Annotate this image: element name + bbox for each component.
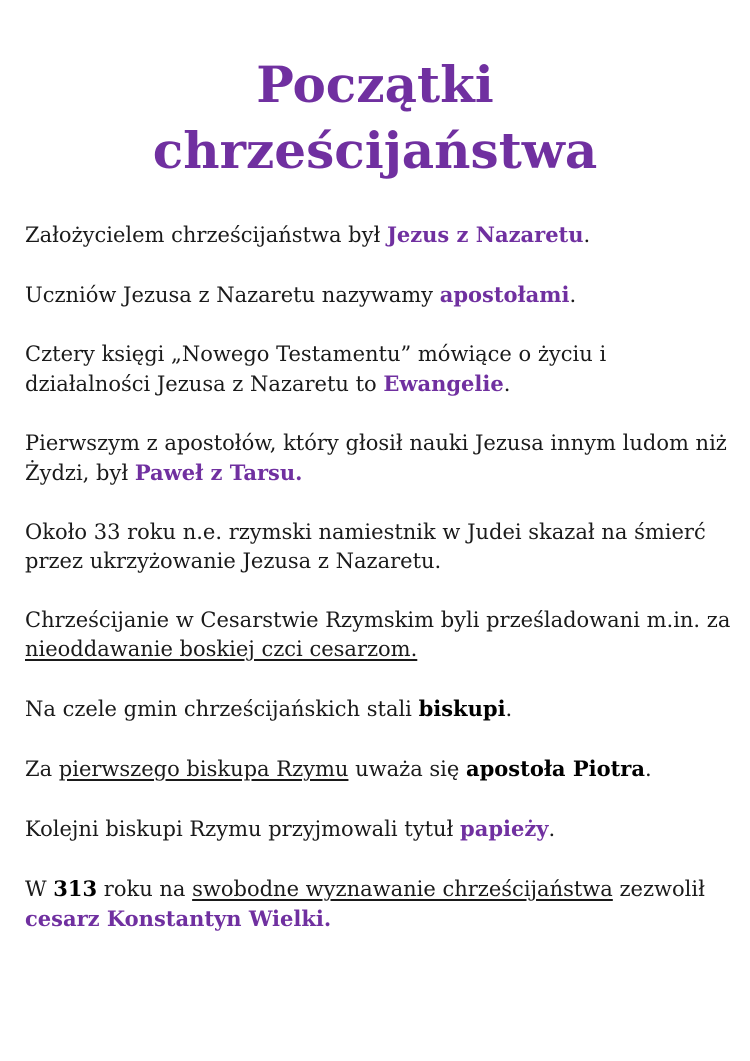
paragraph-text: uważa się: [348, 757, 466, 781]
paragraph-text: Uczniów Jezusa z Nazaretu nazywamy: [25, 283, 440, 307]
paragraph-text: Na czele gmin chrześcijańskich stali: [25, 697, 419, 721]
paragraph-edict: [25, 874, 735, 934]
paragraph-text: Pierwszym z apostołów, który głosił nauki Jezusa innym ludom niż Żydzi, był: [25, 431, 727, 485]
paragraph-text: W: [25, 877, 54, 901]
paragraph-text: .: [644, 757, 652, 781]
highlight-term: papieży: [460, 816, 549, 841]
title-line-1: Początki: [256, 55, 494, 114]
paragraph-text: zezwolił: [612, 877, 705, 901]
paragraph-text: Cztery księgi „Nowego Testamentu” mówiące o życiu i działalności Jezusa z Nazaretu to: [25, 342, 607, 396]
underlined-phrase: pierwszego biskupa Rzymu: [58, 757, 349, 781]
paragraph-text: .: [569, 283, 577, 307]
highlight-term: Ewangelie: [383, 371, 504, 396]
paragraph-paul: [25, 429, 735, 488]
highlight-term: cesarz Konstantyn Wielki.: [25, 906, 332, 931]
paragraph-persecution: [25, 606, 735, 664]
bold-year: 313: [53, 876, 98, 901]
title-line-2: chrześcijaństwa: [152, 121, 598, 180]
paragraph-popes: [25, 814, 735, 844]
paragraph-apostles: [25, 280, 735, 310]
paragraph-text: .: [583, 223, 591, 247]
underlined-phrase: nieoddawanie boskiej czci cesarzom.: [25, 637, 418, 661]
highlight-term: Jezus z Nazaretu: [386, 222, 584, 247]
document-body: [25, 220, 735, 964]
paragraph-text: .: [505, 697, 513, 721]
paragraph-text: Chrześcijanie w Cesarstwie Rzymskim byli prześladowani m.in. za: [25, 608, 731, 632]
paragraph-gospels: [25, 340, 735, 399]
bold-term: apostoła Piotra: [466, 756, 645, 781]
paragraph-crucifixion: [25, 518, 735, 576]
paragraph-text: .: [548, 817, 556, 841]
highlight-term: Paweł z Tarsu.: [134, 460, 303, 485]
bold-term: biskupi: [418, 696, 506, 721]
page-title: [0, 52, 750, 184]
paragraph-text: Założycielem chrześcijaństwa był: [25, 223, 387, 247]
paragraph-text: Kolejni biskupi Rzymu przyjmowali tytuł: [25, 817, 461, 841]
paragraph-text: Za: [25, 757, 59, 781]
paragraph-bishops: [25, 694, 735, 724]
paragraph-text: .: [503, 372, 511, 396]
paragraph-founder: [25, 220, 735, 250]
highlight-term: apostołami: [439, 282, 570, 307]
underlined-phrase: swobodne wyznawanie chrześcijaństwa: [192, 877, 613, 901]
paragraph-text: Około 33 roku n.e. rzymski namiestnik w Judei skazał na śmierć przez ukrzyżowanie Jezusa z Nazaretu.: [25, 520, 706, 573]
paragraph-text: roku na: [97, 877, 193, 901]
paragraph-first-bishop: [25, 754, 735, 784]
